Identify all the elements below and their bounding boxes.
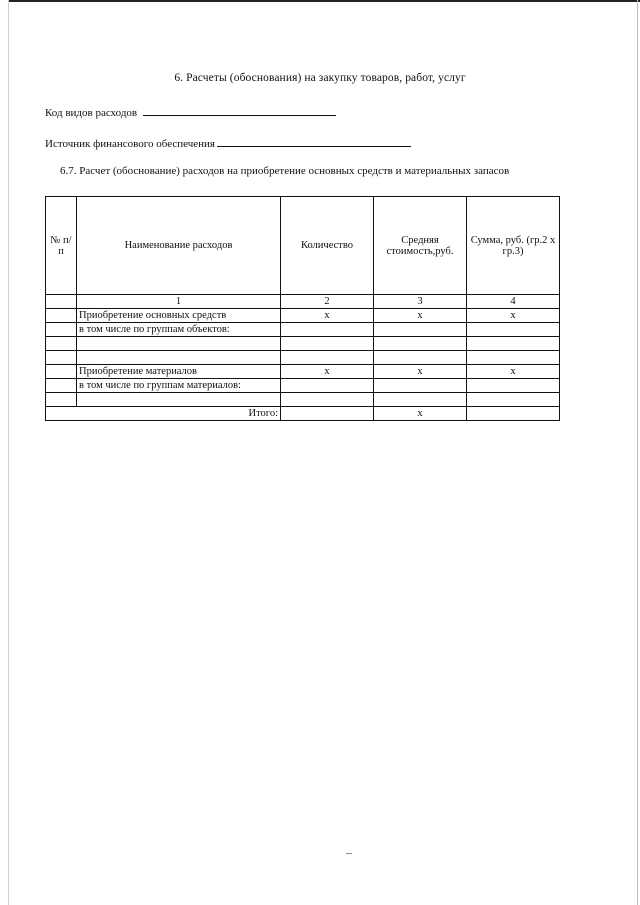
funding-source-blank: [217, 134, 411, 147]
expense-code-label: Код видов расходов: [45, 107, 138, 119]
row-name-cell: [77, 393, 281, 407]
row-sum-cell: х: [467, 309, 560, 323]
row-num-cell: [46, 337, 77, 351]
row-quantity-cell: х: [281, 365, 374, 379]
column-number-cell: 4: [467, 295, 560, 309]
column-number-cell: [46, 295, 77, 309]
subsection-title: 6.7. Расчет (обоснование) расходов на приобретение основных средств и материальных запасов: [60, 165, 510, 177]
row-sum-cell: [467, 393, 560, 407]
row-avg-cost-cell: х: [374, 365, 467, 379]
total-sum-cell: [467, 407, 560, 421]
row-sum-cell: [467, 351, 560, 365]
table-row: [46, 323, 560, 337]
table-header-row: [46, 197, 560, 295]
page-left-edge: [8, 0, 9, 905]
funding-source-label: Источник финансового обеспечения: [45, 138, 215, 150]
header-quantity: Количество: [281, 197, 374, 295]
row-name-cell: в том числе по группам материалов:: [77, 379, 281, 393]
calculation-table: [45, 196, 560, 421]
row-sum-cell: [467, 379, 560, 393]
table-row: [46, 393, 560, 407]
row-sum-cell: [467, 323, 560, 337]
column-number-row: [46, 295, 560, 309]
row-quantity-cell: [281, 379, 374, 393]
row-quantity-cell: х: [281, 309, 374, 323]
row-num-cell: [46, 393, 77, 407]
row-num-cell: [46, 365, 77, 379]
page-right-edge: [637, 0, 638, 905]
row-avg-cost-cell: [374, 323, 467, 337]
total-avg-cost-cell: х: [374, 407, 467, 421]
table-row: [46, 351, 560, 365]
header-sum: Сумма, руб. (гр.2 х гр.3): [467, 197, 560, 295]
row-quantity-cell: [281, 351, 374, 365]
header-name: Наименование расходов: [77, 197, 281, 295]
row-quantity-cell: [281, 323, 374, 337]
column-number-cell: 3: [374, 295, 467, 309]
row-num-cell: [46, 351, 77, 365]
total-label: Итого:: [46, 407, 281, 421]
row-num-cell: [46, 379, 77, 393]
expense-code-blank: [143, 103, 336, 116]
row-num-cell: [46, 323, 77, 337]
header-avg-cost: Средняя стоимость,руб.: [374, 197, 467, 295]
row-avg-cost-cell: х: [374, 309, 467, 323]
row-avg-cost-cell: [374, 393, 467, 407]
row-avg-cost-cell: [374, 351, 467, 365]
row-avg-cost-cell: [374, 337, 467, 351]
total-row: [46, 407, 560, 421]
table-row: [46, 309, 560, 323]
row-sum-cell: [467, 337, 560, 351]
table-row: [46, 337, 560, 351]
column-number-cell: 1: [77, 295, 281, 309]
row-name-cell: [77, 337, 281, 351]
row-avg-cost-cell: [374, 379, 467, 393]
header-num: № п/п: [46, 197, 77, 295]
row-num-cell: [46, 309, 77, 323]
row-name-cell: [77, 351, 281, 365]
row-name-cell: Приобретение материалов: [77, 365, 281, 379]
section-title: 6. Расчеты (обоснования) на закупку товаров, работ, услуг: [174, 72, 466, 84]
row-name-cell: Приобретение основных средств: [77, 309, 281, 323]
row-sum-cell: х: [467, 365, 560, 379]
page-top-edge: [8, 0, 640, 2]
expense-code-field: [45, 103, 336, 119]
row-quantity-cell: [281, 337, 374, 351]
row-name-cell: в том числе по группам объектов:: [77, 323, 281, 337]
total-quantity-cell: [281, 407, 374, 421]
scan-mark: [346, 853, 352, 854]
table-row: [46, 379, 560, 393]
row-quantity-cell: [281, 393, 374, 407]
table-row: [46, 365, 560, 379]
funding-source-field: [45, 134, 411, 150]
column-number-cell: 2: [281, 295, 374, 309]
